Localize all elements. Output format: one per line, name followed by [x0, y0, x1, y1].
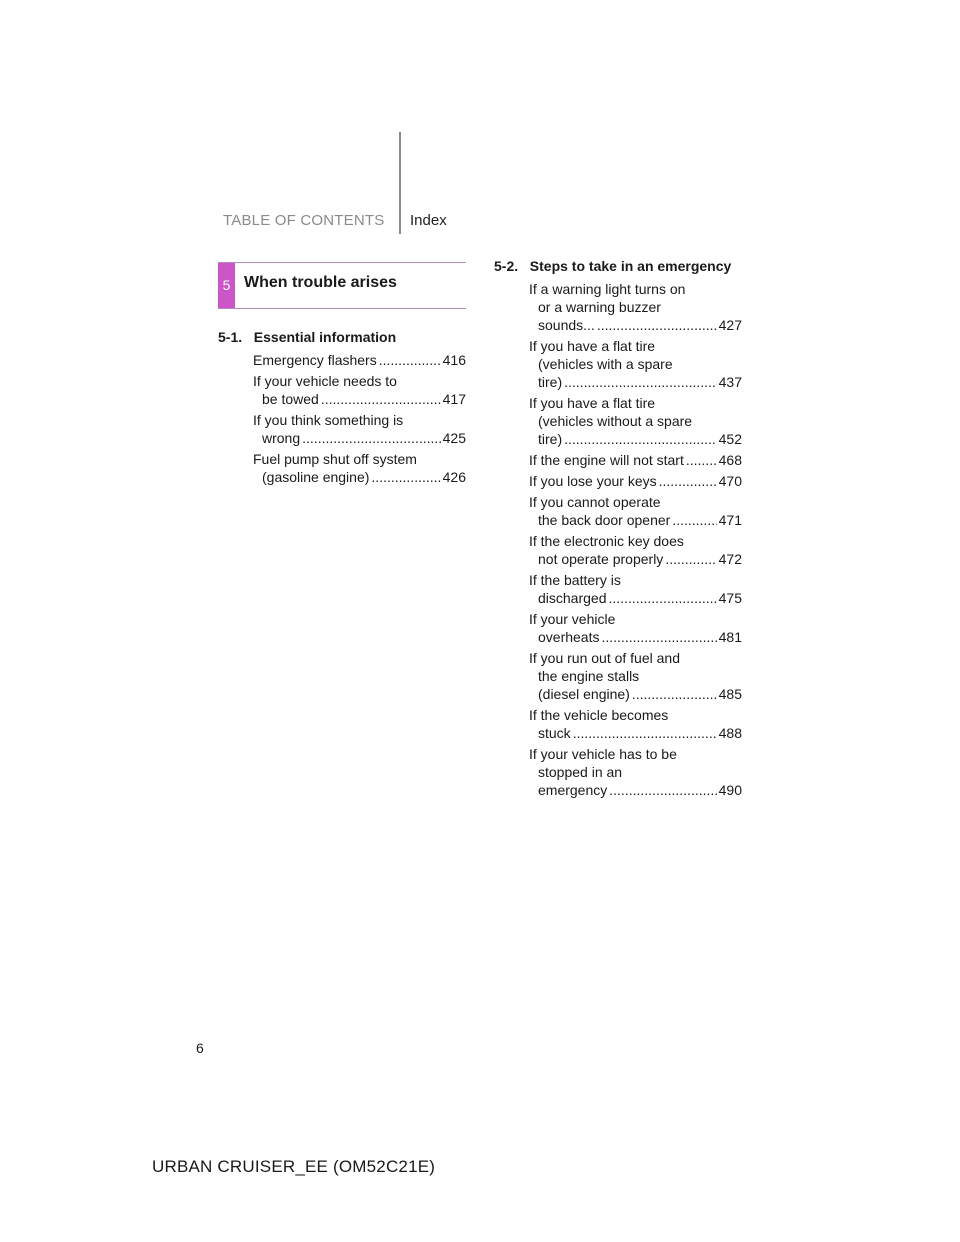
toc-entry-text: If your vehicle needs to [253, 373, 397, 389]
toc-entry[interactable] [253, 372, 466, 408]
toc-entry-page: 427 [718, 317, 742, 333]
toc-entry-text: Fuel pump shut off system [253, 451, 417, 467]
dot-leader [597, 316, 717, 334]
toc-entry[interactable] [529, 337, 742, 391]
toc-entry-text: If you cannot operate [529, 494, 661, 510]
toc-entry-page: 426 [442, 469, 466, 485]
section-heading-5-2: 5-2. Steps to take in an emergency [494, 258, 732, 274]
toc-entry-page: 470 [718, 473, 742, 489]
toc-entry-page: 472 [718, 551, 742, 567]
toc-entry-text: If you lose your keys [529, 473, 657, 489]
dot-leader [672, 511, 716, 529]
toc-entry-page: 471 [718, 512, 742, 528]
toc-entry-page: 452 [718, 431, 742, 447]
toc-entry-text: If the electronic key does [529, 533, 684, 549]
toc-entry-page: 425 [442, 430, 466, 446]
toc-entry-text: (vehicles with a spare [538, 356, 673, 372]
toc-entry-text: not operate properly [538, 551, 664, 567]
dot-leader [632, 685, 717, 703]
chapter-number-tab: 5 [218, 263, 235, 308]
toc-entry-text: If you have a flat tire [529, 338, 656, 354]
dot-leader [379, 351, 441, 369]
toc-entry-page: 485 [718, 686, 742, 702]
dot-leader [665, 550, 716, 568]
chapter-rule-bottom [218, 308, 466, 309]
toc-entry-text: overheats [538, 629, 600, 645]
toc-entry-text: the engine stalls [538, 668, 640, 684]
toc-entry[interactable] [529, 571, 742, 607]
toc-entry-page: 488 [718, 725, 742, 741]
toc-entry-page: 417 [442, 391, 466, 407]
toc-entry-text: discharged [538, 590, 607, 606]
toc-entry-text: be towed [262, 391, 319, 407]
toc-entry[interactable] [253, 450, 466, 486]
toc-entry[interactable] [529, 706, 742, 742]
chapter-rule-top [218, 262, 466, 263]
toc-entry[interactable] [529, 745, 742, 799]
toc-entry-text: (gasoline engine) [262, 469, 370, 485]
dot-leader [609, 589, 717, 607]
toc-entry[interactable] [529, 532, 742, 568]
toc-entry-text: wrong [262, 430, 301, 446]
toc-entry-text: If you have a flat tire [529, 395, 656, 411]
toc-entry-page: 481 [718, 629, 742, 645]
header-divider [399, 132, 401, 234]
section-heading-5-1: 5-1. Essential information [218, 329, 397, 345]
chapter-title: When trouble arises [244, 274, 397, 291]
toc-entry-text: sounds... [538, 317, 595, 333]
toc-entry[interactable] [529, 493, 742, 529]
toc-entry-text: or a warning buzzer [538, 299, 661, 315]
toc-entry-page: 475 [718, 590, 742, 606]
toc-entry-text: (diesel engine) [538, 686, 630, 702]
toc-entry-text: (vehicles without a spare [538, 413, 693, 429]
toc-entry-text: If your vehicle [529, 611, 616, 627]
toc-entry-text: If your vehicle has to be [529, 746, 677, 762]
dot-leader [564, 373, 717, 391]
toc-entry[interactable] [529, 451, 742, 469]
toc-column-right [529, 280, 742, 802]
toc-entry-text: If you think something is [253, 412, 404, 428]
index-link[interactable]: Index [410, 212, 447, 229]
dot-leader [609, 781, 716, 799]
toc-entry-text: If the engine will not start [529, 452, 684, 468]
dot-leader [659, 472, 717, 490]
toc-entry[interactable] [529, 472, 742, 490]
toc-entry[interactable] [529, 280, 742, 334]
toc-entry-text: stuck [538, 725, 571, 741]
page-number: 6 [196, 1040, 204, 1056]
toc-entry-text: If a warning light turns on [529, 281, 686, 297]
toc-entry-text: tire) [538, 431, 563, 447]
toc-entry[interactable] [529, 394, 742, 448]
toc-entry-text: emergency [538, 782, 608, 798]
chapter-header [218, 262, 466, 308]
dot-leader [573, 724, 717, 742]
toc-entry[interactable] [529, 649, 742, 703]
toc-entry-page: 490 [718, 782, 742, 798]
dot-leader [686, 451, 717, 469]
toc-entry-text: Emergency flashers [253, 352, 377, 368]
footer-model-code: URBAN CRUISER_EE (OM52C21E) [152, 1157, 436, 1176]
toc-entry-text: stopped in an [538, 764, 623, 780]
table-of-contents-link[interactable]: TABLE OF CONTENTS [223, 212, 385, 229]
toc-entry-text: the back door opener [538, 512, 671, 528]
toc-entry-text: If you run out of fuel and [529, 650, 680, 666]
toc-entry-page: 416 [442, 352, 466, 368]
dot-leader [321, 390, 441, 408]
toc-entry[interactable] [529, 610, 742, 646]
toc-entry-text: If the battery is [529, 572, 621, 588]
toc-entry-page: 437 [718, 374, 742, 390]
dot-leader [564, 430, 717, 448]
toc-entry[interactable] [253, 411, 466, 447]
toc-entry-page: 468 [718, 452, 742, 468]
toc-entry-text: If the vehicle becomes [529, 707, 669, 723]
toc-entry-text: tire) [538, 374, 563, 390]
toc-entry[interactable] [253, 351, 466, 369]
dot-leader [601, 628, 716, 646]
toc-column-left [253, 351, 466, 489]
dot-leader [302, 429, 441, 447]
dot-leader [371, 468, 440, 486]
